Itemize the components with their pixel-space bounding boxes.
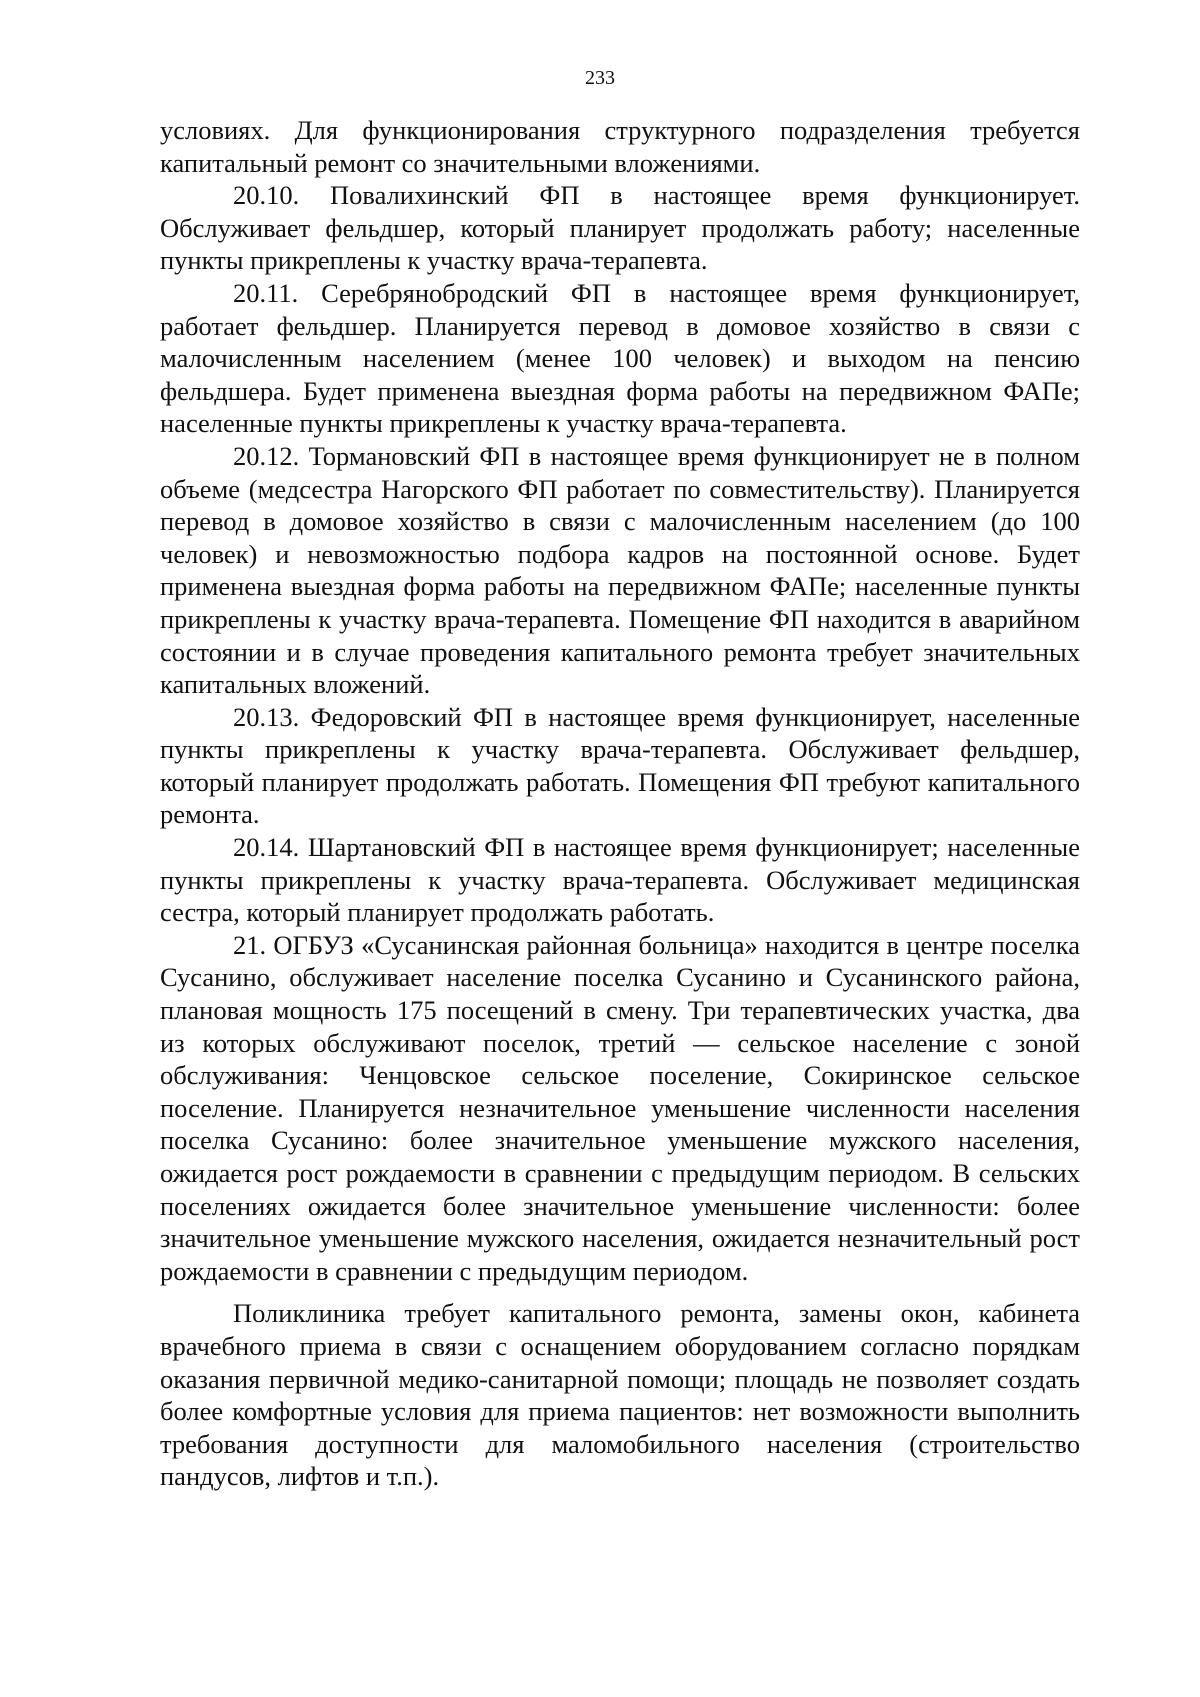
paragraph-21: 21. ОГБУЗ «Сусанинская районная больница» находится в центре поселка Сусанино, обслуживает население поселка Сусанино и Сусанинского района, плановая мощность 175 посещений в смену. Три терапевтических участка, два из которых обслуживают поселок, третий — сельское население с зоной обслуживания: Ченцовское сельское поселение, Сокиринское сельское поселение. Планируется незначительное уменьшение численности населения поселка Сусанино: более значительное уменьшение мужского населения, ожидается рост рождаемости в сравнении с предыдущим периодом. В сельских поселениях ожидается более значительное уменьшение численности: более значительное уменьшение мужского населения, ожидается незначительный рост рождаемости в сравнении с предыдущим периодом. — [160, 929, 1080, 1286]
paragraph-20-10: 20.10. Повалихинский ФП в настоящее время функционирует. Обслуживает фельдшер, который планирует продолжать работу; населенные пункты прикреплены к участку врача-терапевта. — [160, 180, 1080, 276]
paragraph-20-14: 20.14. Шартановский ФП в настоящее время функционирует; населенные пункты прикреплены к участку врача-терапевта. Обслуживает медицинская сестра, который планирует продолжать работать. — [160, 832, 1080, 928]
document-body — [160, 114, 1080, 1493]
paragraph-continuation: условиях. Для функционирования структурного подразделения требуется капитальный ремонт со значительными вложениями. — [160, 115, 1080, 178]
paragraph-polyclinic: Поликлиника требует капитального ремонта, замены окон, кабинета врачебного приема в связи с оснащением оборудованием согласно порядкам оказания первичной медико-санитарной помощи; площадь не позволяет создать более комфортные условия для приема пациентов: нет возможности выполнить требования доступности для маломобильного населения (строительство пандусов, лифтов и т.п.). — [160, 1298, 1080, 1492]
page-number: 233 — [585, 67, 615, 89]
paragraph-20-12: 20.12. Тормановский ФП в настоящее время функционирует не в полном объеме (медсестра Нагорского ФП работает по совместительству). Планируется перевод в домовое хозяйство в связи с малочисленным населением (до 100 человек) и невозможностью подбора кадров на постоянной основе. Будет применена выездная форма работы на передвижном ФАПе; населенные пункты прикреплены к участку врача-терапевта. Помещение ФП находится в аварийном состоянии и в случае проведения капитального ремонта требует значительных капитальных вложений. — [160, 440, 1080, 700]
paragraph-20-11: 20.11. Серебрянобродский ФП в настоящее время функционирует, работает фельдшер. Планируется перевод в домовое хозяйство в связи с малочисленным населением (менее 100 человек) и выходом на пенсию фельдшера. Будет применена выездная форма работы на передвижном ФАПе; населенные пункты прикреплены к участку врача-терапевта. — [160, 277, 1080, 439]
paragraph-20-13: 20.13. Федоровский ФП в настоящее время функционирует, населенные пункты прикреплены к участку врача-терапевта. Обслуживает фельдшер, который планирует продолжать работать. Помещения ФП требуют капитального ремонта. — [160, 701, 1080, 830]
